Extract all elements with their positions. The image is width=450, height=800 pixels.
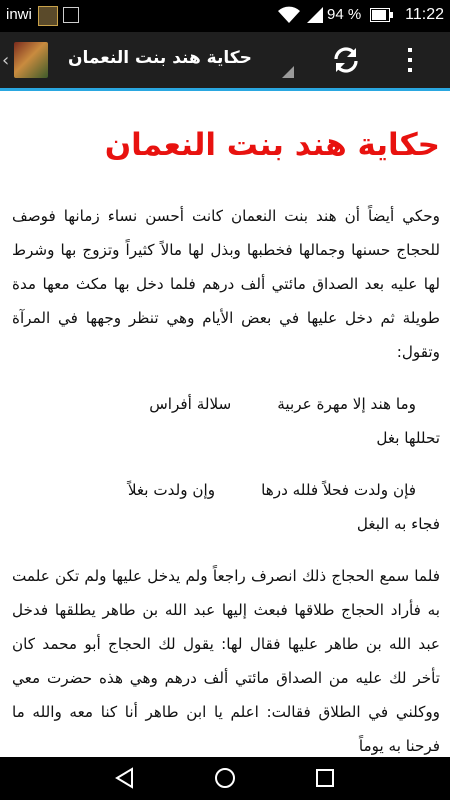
verse-second-line: فجاء به البغل [356, 515, 440, 533]
battery-icon [370, 8, 390, 22]
refresh-icon[interactable] [330, 44, 362, 76]
action-bar [0, 32, 450, 88]
verse-second-line: تحللها بغل [376, 429, 440, 447]
article-heading: حكاية هند بنت النعمان [104, 127, 440, 163]
back-icon[interactable] [113, 766, 137, 790]
article [0, 125, 450, 757]
verse-first-line [12, 387, 440, 421]
article-paragraph: وحكي أيضاً أن هند بنت النعمان كانت أحسن نساء زمانها فوصف للحجاج حسنها وجمالها فخطبها وبذل لها مالاً كثيراً وتزوج بها وشرط لها عليه بعد الصداق مائتي ألف درهم فلما دخل بها مكث معها مدة طويلة ثم دخل عليها في بعض الأيام وهي تنظر وجهها في المرآة وتقول: [12, 207, 440, 361]
up-caret-icon[interactable]: ‹ [2, 50, 10, 71]
signal-icon [306, 6, 324, 24]
action-bar-title[interactable]: حكاية هند بنت النعمان [68, 48, 252, 68]
verse-hemistich: سلالة أفراس [149, 395, 232, 413]
verse-first-line [12, 473, 440, 507]
verse-hemistich: وما هند إلا مهرة عربية [277, 395, 416, 413]
poem-verse [12, 387, 440, 455]
status-bar [0, 0, 450, 32]
article-scroll-view[interactable] [0, 91, 450, 757]
app-icon[interactable] [14, 42, 48, 78]
poem-verse [12, 473, 440, 541]
verse-hemistich: وإن ولدت بغلاً [127, 481, 216, 499]
home-icon[interactable] [213, 766, 237, 790]
image-icon [63, 7, 79, 23]
overflow-menu-icon[interactable] [402, 44, 418, 76]
recents-icon[interactable] [313, 766, 337, 790]
dropdown-indicator-icon [282, 66, 294, 78]
clock: 11:22 [405, 6, 444, 23]
wifi-icon [278, 6, 300, 24]
notification-app-icon [38, 6, 58, 26]
carrier-name: inwi [6, 6, 32, 23]
battery-percentage: 94 % [327, 6, 362, 23]
article-paragraph: فلما سمع الحجاج ذلك انصرف راجعاً ولم يدخل عليها ولم تكن علمت به فأراد الحجاج طلاقها فبعث إليها عبد الله بن طاهر يطلقها فدخل عبد الله بن طاهر عليها فقال لها: يقول لك الحجاج أبو محمد كان تأخر لك عليه من الصداق مائتي ألف درهم وهي هذه حضرت معي ووكلني في الطلاق فقالت: اعلم يا ابن طاهر أنا كنا معه والله ما فرحنا به يوماً [12, 567, 440, 755]
verse-hemistich: فإن ولدت فحلاً فلله درها [261, 481, 416, 499]
navigation-bar [0, 757, 450, 800]
